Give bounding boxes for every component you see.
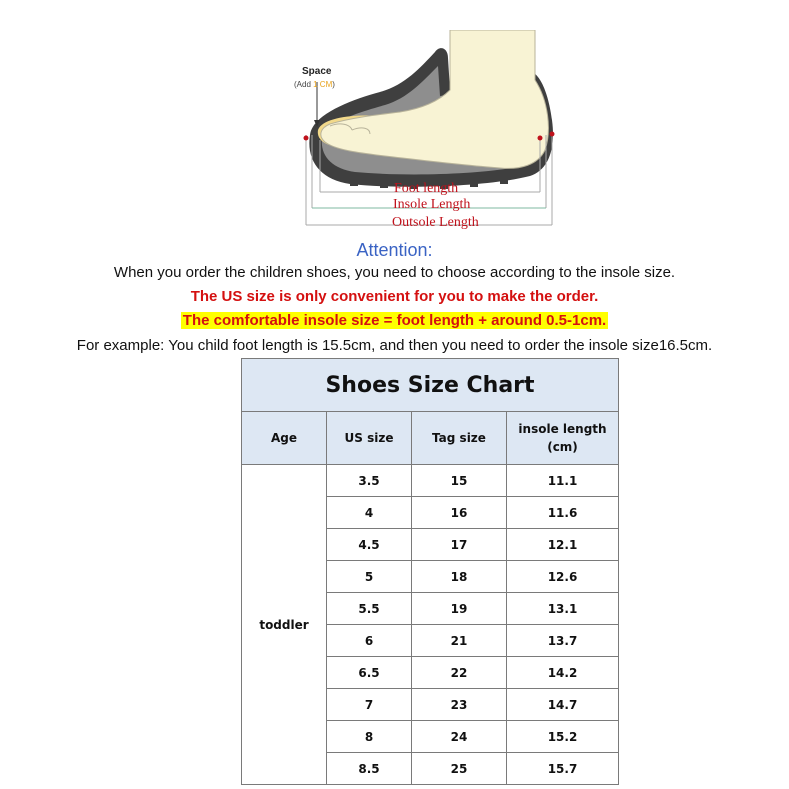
highlighted-text: The comfortable insole size = foot length + around 0.5-1cm.: [182, 312, 607, 329]
attention-heading: Attention:: [356, 240, 433, 260]
insole-length-cell: 15.2: [507, 721, 619, 753]
note-line-3: [0, 312, 789, 329]
insole-length-cell: 14.7: [507, 689, 619, 721]
insole-length-cell: 15.7: [507, 753, 619, 785]
tag-size-cell: 25: [412, 753, 507, 785]
note-line-2: The US size is only convenient for you to make the order.: [190, 288, 599, 305]
insole-length-cell: 12.1: [507, 529, 619, 561]
tag-size-cell: 16: [412, 497, 507, 529]
note-line-1: When you order the children shoes, you need to choose according to the insole size.: [113, 264, 676, 281]
insole-length-cell: 11.1: [507, 465, 619, 497]
insole-length-cell: 11.6: [507, 497, 619, 529]
tag-size-cell: 15: [412, 465, 507, 497]
header-insole-length: insole length (cm): [507, 412, 619, 465]
table-title: Shoes Size Chart: [242, 359, 619, 412]
table-row: [242, 465, 619, 497]
size-chart-table: [241, 358, 619, 785]
insole-length-cell: 14.2: [507, 657, 619, 689]
us-size-cell: 8.5: [327, 753, 412, 785]
age-group-cell: toddler: [242, 465, 327, 785]
us-size-cell: 8: [327, 721, 412, 753]
tag-size-cell: 17: [412, 529, 507, 561]
us-size-cell: 6.5: [327, 657, 412, 689]
tag-size-cell: 23: [412, 689, 507, 721]
us-size-cell: 7: [327, 689, 412, 721]
note-line-4: For example: You child foot length is 15.5cm, and then you need to order the insole size16.5cm.: [76, 337, 713, 354]
tag-size-cell: 24: [412, 721, 507, 753]
foot-length-label: Foot length: [394, 181, 459, 196]
header-age: Age: [242, 412, 327, 465]
insole-length-cell: 13.7: [507, 625, 619, 657]
outsole-length-label: Outsole Length: [392, 215, 479, 230]
tag-size-cell: 21: [412, 625, 507, 657]
table-body: [242, 465, 619, 785]
tag-size-cell: 19: [412, 593, 507, 625]
us-size-cell: 3.5: [327, 465, 412, 497]
header-tag-size: Tag size: [412, 412, 507, 465]
shoe-measurement-illustration: [290, 30, 560, 235]
insole-length-cell: 13.1: [507, 593, 619, 625]
us-size-cell: 5: [327, 561, 412, 593]
header-us-size: US size: [327, 412, 412, 465]
us-size-cell: 4.5: [327, 529, 412, 561]
us-size-cell: 5.5: [327, 593, 412, 625]
space-note: (Add 1 CM): [294, 80, 335, 89]
us-size-cell: 6: [327, 625, 412, 657]
us-size-cell: 4: [327, 497, 412, 529]
tag-size-cell: 22: [412, 657, 507, 689]
space-label: Space: [302, 66, 332, 77]
insole-length-label: Insole Length: [393, 197, 471, 212]
tag-size-cell: 18: [412, 561, 507, 593]
insole-length-cell: 12.6: [507, 561, 619, 593]
